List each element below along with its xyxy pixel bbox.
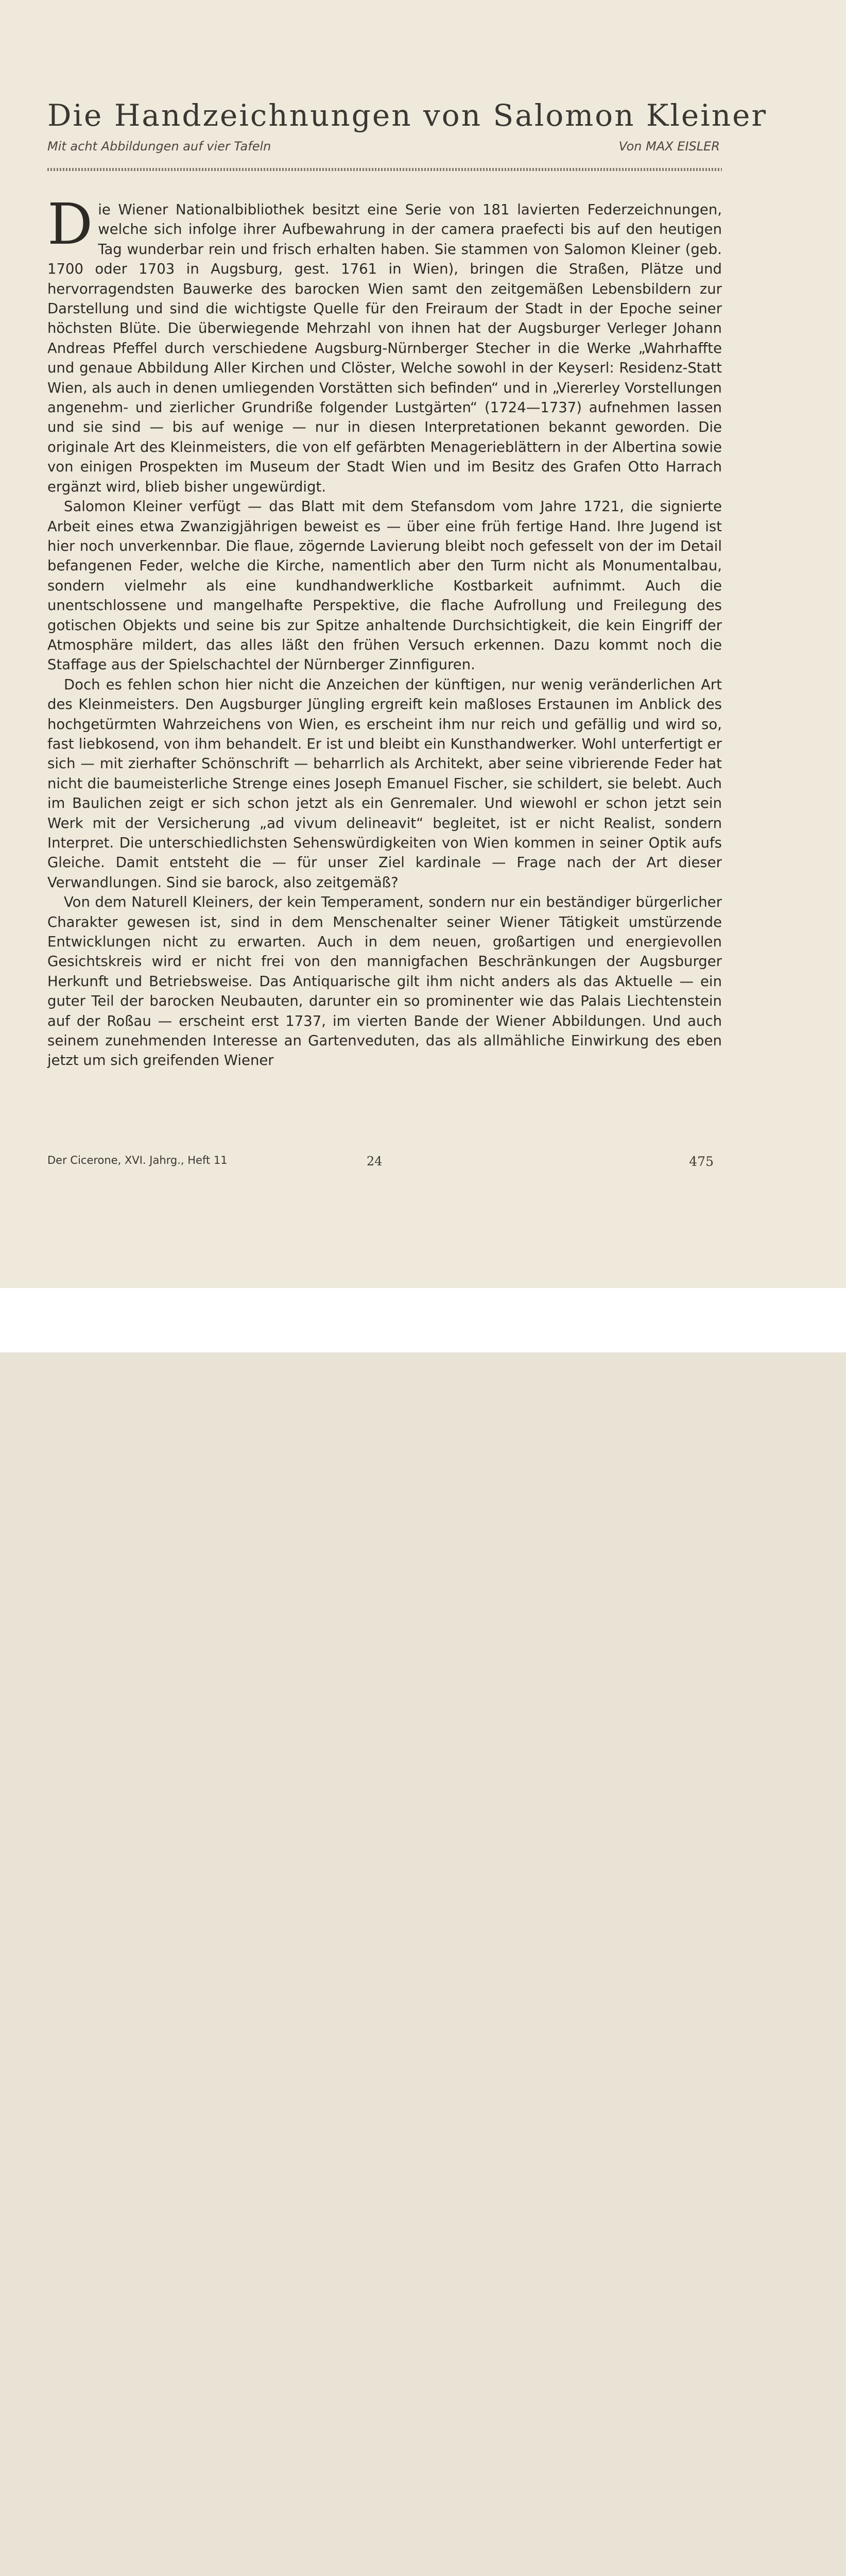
page-number: 475 bbox=[689, 1154, 714, 1169]
drop-cap: D bbox=[47, 191, 93, 257]
paragraph bbox=[47, 191, 722, 497]
article-body bbox=[47, 191, 722, 1071]
paragraph: Von dem Naturell Kleiners, der kein Temperament, sondern nur ein beständiger bürgerlicher Charakter gewesen ist, sind in dem Menschenalter seiner Wiener Tätigkeit umstürzende Entwicklungen nicht zu erwarten. Auch in dem neuen, großartigen und energievollen Gesichtskreis wird er nicht frei von den mannigfachen Beschränkungen der Augsburger Herkunft und Betriebsweise. Das Antiquarische gilt ihm nicht anders als das Aktuelle — ein guter Teil der barocken Neubauten, darunter ein so prominenter wie das Palais Liechtenstein auf der Roßau — erscheint erst 1737, im vierten Bande der Wiener Abbildungen. Und auch seinem zunehmenden Interesse an Gartenveduten, das als allmähliche Einwirkung des eben jetzt um sich greifenden Wiener bbox=[47, 894, 722, 1069]
signature-mark: 24 bbox=[367, 1154, 383, 1168]
article-title: Die Handzeichnungen von Salomon Kleiner bbox=[47, 98, 768, 133]
article-subtitle: Mit acht Abbildungen auf vier Tafeln bbox=[47, 139, 271, 154]
journal-footer: Der Cicerone, XVI. Jahrg., Heft 11 bbox=[47, 1154, 228, 1166]
paragraph-text: ie Wiener Nationalbibliothek besitzt eine Serie von 181 lavierten Federzeichnungen, welche sich infolge ihrer Aufbewahrung in der camera praefecti bis auf den heutigen Tag wunderbar rein und frisch erhalten haben. Sie stammen von Salomon Kleiner (geb. 1700 oder 1703 in Augsburg, gest. 1761 in Wien), bringen die Straßen, Plätze und hervorragendsten Bauwerke des barocken Wien samt den zeitgemäßen Lebensbildern zur Darstellung und sind die wichtigste Quelle für den Freiraum der Stadt in der Epoche seiner höchsten Blüte. Die überwiegende Mehrzahl von ihnen hat der Augsburger Verleger Johann Andreas Pfeffel durch verschiedene Augsburg-Nürnberger Stecher in die Werke „Wahrhaffte und genaue Abbildung Aller Kirchen und Clöster, Welche sowohl in der Keyserl: Residenz-Statt Wien, als auch in denen umliegenden Vorstätten sich befinden“ und in „Viererley Vorstellungen angenehm- und zierlicher Grundriße folgender Lustgärten“ (1724—1737) aufnehmen lassen und sie sind — bis auf wenige — nur in diesen Interpretationen bekannt geworden. Die originale Art des Kleinmeisters, die von elf gefärbten Menagerieblättern in der Albertina sowie von einigen Prospekten im Museum der Stadt Wien und im Besitz des Grafen Otto Harrach ergänzt wird, blieb bisher ungewürdigt. bbox=[47, 201, 722, 495]
dotted-divider bbox=[47, 168, 722, 171]
paragraph: Salomon Kleiner verfügt — das Blatt mit dem Stefansdom vom Jahre 1721, die signierte Arbeit eines etwa Zwanzigjährigen beweist es — über eine früh fertige Hand. Ihre Jugend ist hier noch unverkennbar. Die flaue, zögernde Lavierung bleibt noch gefesselt von der im Detail befangenen Feder, welche die Kirche, namentlich aber den Turm nicht als Monumentalbau, sondern vielmehr als eine kundhandwerkliche Kostbarkeit aufnimmt. Auch die unentschlossene und mangelhafte Perspektive, die flache Aufrollung und Freilegung des gotischen Objekts und seine bis zur Spitze anhaltende Durchsichtigkeit, die kein Eingriff der Atmosphäre mildert, das alles läßt den frühen Versuch erkennen. Dazu kommt noch die Staffage aus der Spielschachtel der Nürnberger Zinnfiguren. bbox=[47, 498, 722, 673]
paragraph: Doch es fehlen schon hier nicht die Anzeichen der künftigen, nur wenig veränderlichen Art des Kleinmeisters. Den Augsburger Jüngling ergreift kein maßloses Erstaunen im Anblick des hochgetürmten Wahrzeichens von Wien, es erscheint ihm nur reich und gefällig und wird so, fast liebkosend, von ihm behandelt. Er ist und bleibt ein Kunsthandwerker. Wohl unterfertigt er sich — mit zierhafter Schönschrift — beharrlich als Architekt, aber seine vibrierende Feder hat nicht die baumeisterliche Strenge eines Joseph Emanuel Fischer, sie schildert, sie belebt. Auch im Baulichen zeigt er sich schon jetzt als ein Genremaler. Und wiewohl er schon jetzt sein Werk mit der Versicherung „ad vivum delineavit“ begleitet, ist er nicht Realist, sondern Interpret. Die unterschiedlichsten Sehenswürdigkeiten von Wien kommen in seiner Optik aufs Gleiche. Damit entsteht die — für unser Ziel kardinale — Frage nach der Art dieser Verwandlungen. Sind sie barock, also zeitgemäß? bbox=[47, 676, 722, 891]
article-author: Von MAX EISLER bbox=[618, 139, 720, 154]
digitization-band bbox=[0, 1288, 846, 1352]
